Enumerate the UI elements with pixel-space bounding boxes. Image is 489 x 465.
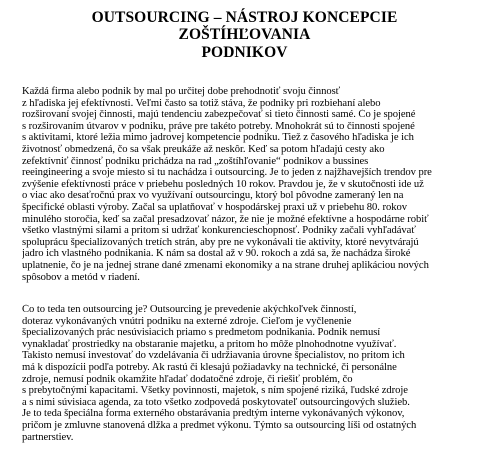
paragraph-line: Takisto nemusí investovať do vzdelávania či udržiavania úrovne špecialistov, no pritom ich [22, 350, 405, 362]
paragraph-line: spoluprácu špecializovaných tretích strán, aby pre ne vykonávali tie aktivity, ktoré nevytvárajú [22, 236, 419, 248]
document-title-line-1: OUTSOURCING – NÁSTROJ KONCEPCIE [91, 9, 398, 26]
paragraph-line: zefektívniť činnosť podniku prichádza na rad „zoštíhľovanie“ podnikov a bussines [22, 155, 369, 167]
paragraph-line: a s nimi súvisiaca agenda, za toto všetko zodpovedá poskytovateľ outsourcingových služieb. [22, 396, 410, 408]
paragraph-line: partnerstiev. [22, 431, 74, 443]
paragraph-line: pričom je zmluvne stanovená dĺžka a predmet výkonu. Týmto sa outsourcing líši od ostatných [22, 419, 417, 431]
paragraph-line: vynakladať prostriedky na obstaranie majetku, a pritom ho môže plnohodnotne využívať. [22, 338, 397, 350]
paragraph-line: zdroje, nemusí podnik okamžite hľadať dodatočné zdroje, či riešiť problém, čo [22, 373, 353, 385]
paragraph-line: z hľadiska jej efektívnosti. Veľmi často sa totiž stáva, že podniky pri rozbiehaní alebo [22, 97, 381, 109]
paragraph-line: Každá firma alebo podnik by mal po určitej dobe prehodnotiť svoju činnosť [22, 86, 341, 97]
paragraph-line: jadro ich vlastného podnikania. K nám sa dostal až v 90. rokoch a zdá sa, že nachádza široké [22, 248, 411, 260]
paragraph-line: s rozširovaním útvarov v podniku, práve pre takéto potreby. Mnohokrát sú to činnosti spojené [22, 120, 415, 132]
paragraph-line: s aktivitami, ktoré ležia mimo jadrovej kompetencie podniku. Tiež z časového hľadiska je ich [22, 132, 414, 144]
paragraph-line: životnosť obmedzená, čo sa však preukáže až neskôr. Keď sa potom hľadajú cesty ako [22, 143, 385, 155]
paragraph-line: Čo to teda ten outsourcing je? Outsourcing je prevedenie akýchkoľvek činností, [22, 304, 357, 315]
paragraph-line: špecifické oblasti výroby. Začal sa uplatňovať v hospodárskej praxi už v priebehu 80. rokov [22, 201, 407, 213]
paragraph-line: zvýšenie efektívnosti práce v priebehu posledných 10 rokov. Pravdou je, že v skutočnosti ide už [22, 178, 424, 190]
paragraph-line: o viac ako desaťročnú prax vo využívaní outsourcingu, ktorý bol pôvodne zameraný len na [22, 190, 404, 202]
paragraph-line: rozširovaní svojej činnosti, majú tendenciu zabezpečovať si tieto činnosti samé. Čo je spojené [22, 109, 416, 121]
paragraph-line: všetko vlastnými silami a pritom si udržať konkurencieschopnosť. Podniky začali vyhľadávať [22, 225, 416, 237]
paragraph-line: doteraz vykonávaných vnútri podniku na externé zdroje. Cieľom je vyčlenenie [22, 315, 352, 327]
paragraph-line: Je to teda špeciálna forma externého obstarávania predtým interne vykonávaných výkonov, [22, 408, 405, 420]
document-title-line-2: ZOŠTÍHĽOVANIA [178, 26, 311, 43]
paragraph-line: uplatnenie, čo je na jednej strane dané zmenami ekonomiky a na strane druhej aplikáciou nových [22, 259, 429, 271]
document-title-line-3: PODNIKOV [201, 44, 288, 61]
paragraph-line: minulého storočia, keď sa začal presadzovať názor, že nie je možné efektívne a hospodárne robiť [22, 213, 429, 225]
paragraph-intro [22, 86, 467, 283]
paragraph-line: má k dispozícii podľa potreby. Ak rastú či klesajú požiadavky na technické, či personálne [22, 361, 397, 373]
paragraph-line: špecializovaných prác nesúvisiacich priamo s predmetom podnikania. Podnik nemusí [22, 327, 381, 339]
paragraph-definition [22, 304, 467, 443]
paragraph-line: spôsobov a metód v riadení. [22, 271, 140, 283]
paragraph-line: reeingineering a svoje miesto si tu nachádza i outsourcing. Je to jeden z najžhavejších trendov pre [22, 167, 432, 179]
paragraph-line: s prebytočnými kapacitami. Všetky povinnosti, majetok, s ním spojené riziká, ľudské zdroje [22, 385, 408, 397]
